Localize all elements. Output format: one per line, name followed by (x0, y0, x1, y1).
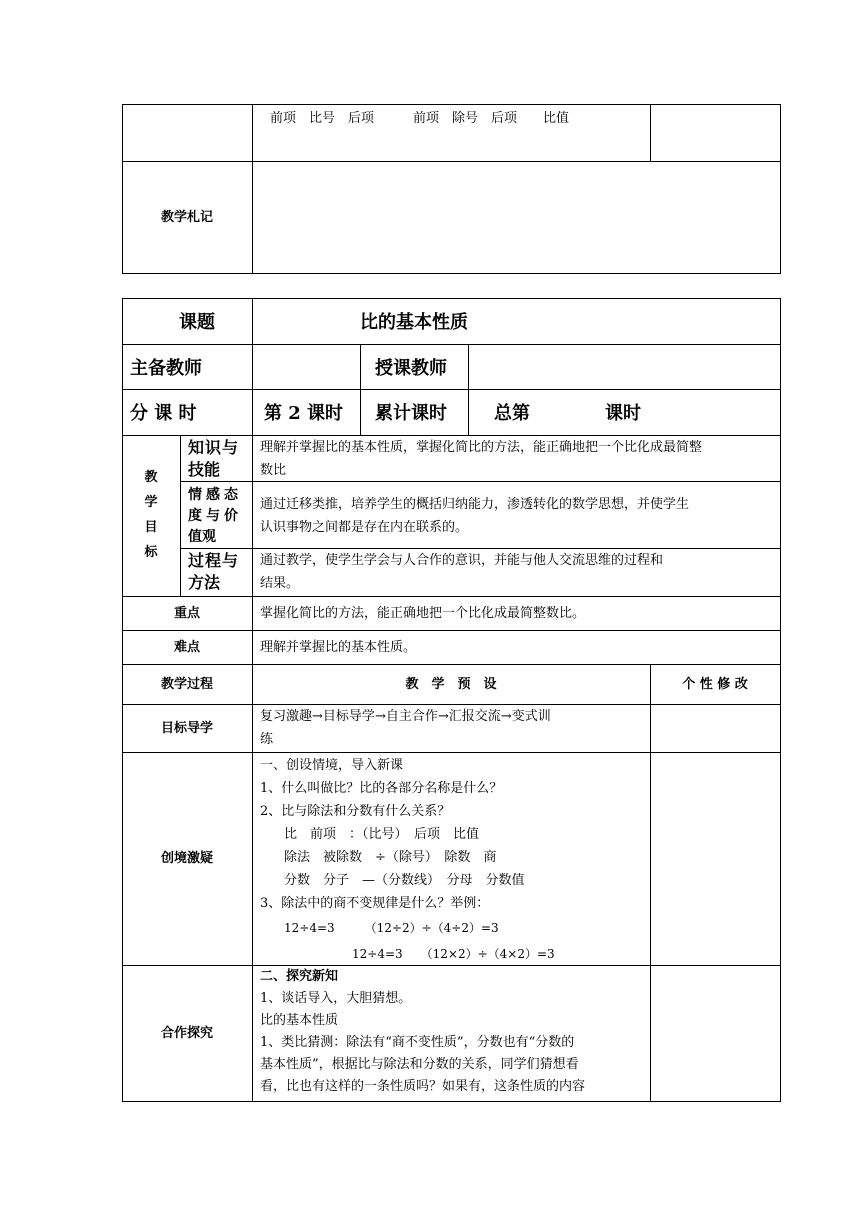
guide-line: 练 (260, 732, 274, 747)
text-line: 结果。 (260, 576, 300, 591)
key-point-text: 掌握化简比的方法，能正确地把一个比化成最简整数比。 (260, 605, 586, 621)
cumulative-label: 累计课时 (375, 403, 447, 424)
lead-teacher-label: 主备教师 (130, 357, 202, 379)
text-line: 通过迁移类推，培养学生的概括归纳能力，渗透转化的数学思想，并使学生 (260, 497, 690, 512)
explore-label: 合作探究 (160, 1025, 213, 1041)
arrow-icon: → (437, 709, 449, 724)
text-line: 通过教学，使学生学会与人合作的意识，并能与他人交流思维的过程和 (260, 553, 664, 568)
table-border (122, 104, 781, 105)
label-line: 度与价 (188, 508, 242, 524)
label-line: 值观 (188, 529, 216, 545)
label-line: 过程与 (188, 551, 240, 570)
total-label: 总第 (494, 403, 530, 424)
situation-line: 12÷4=3 （12×2）÷（4×2）=3 (352, 947, 555, 961)
table-border (468, 344, 469, 435)
situation-line: 3、除法中的商不变规律是什么？举例： (260, 896, 490, 911)
objectives-char: 标 (144, 545, 158, 560)
table-border (780, 298, 781, 1102)
guide-step: 汇报交流 (448, 709, 501, 724)
notes-label: 教学札记 (160, 209, 213, 225)
table-border (122, 273, 781, 274)
text-line: 数比 (260, 463, 287, 478)
table-border (180, 435, 181, 596)
objectives-char: 学 (144, 495, 158, 510)
key-point-label: 重点 (173, 605, 200, 621)
arrow-icon: → (374, 709, 386, 724)
objective-emotion-text (260, 493, 689, 539)
lead-teacher-value (260, 344, 360, 389)
teacher-value (476, 344, 776, 389)
objectives-char: 目 (144, 520, 158, 535)
situation-line: 分数 分子 —（分数线） 分母 分数值 (284, 873, 525, 888)
table-border (252, 104, 253, 274)
teacher-label: 授课教师 (375, 357, 447, 379)
arrow-icon: → (312, 709, 323, 724)
situation-label: 创境激疑 (160, 851, 213, 866)
topic-label: 课题 (179, 312, 215, 333)
guide-step: 复习激趣 (260, 709, 313, 724)
text-line: 认识事物之间都是存在内在联系的。 (260, 520, 469, 535)
label-line: 技能 (188, 460, 221, 479)
objective-process-label (188, 550, 239, 594)
situation-content (260, 754, 648, 967)
ratio-terms-row: 前项 比号 后项 前项 除号 后项 比值 (270, 111, 570, 126)
guide-text (260, 705, 648, 751)
situation-line: 除法 被除数 ÷（除号） 除数 商 (284, 850, 497, 865)
text-line: 理解并掌握比的基本性质，掌握化简比的方法，能正确地把一个比化成最简整 (260, 440, 703, 455)
explore-line: 比的基本性质 (260, 1013, 339, 1028)
plan-header: 教 学 预 设 (405, 676, 497, 692)
explore-content (260, 966, 648, 1098)
situation-line: 一、创设情境，导入新课 (260, 758, 404, 773)
process-label: 教学过程 (160, 676, 213, 692)
objective-knowledge-text (260, 436, 702, 482)
objective-emotion-label (188, 485, 242, 548)
situation-line: 比 前项 ：（比号） 后项 比值 (284, 827, 480, 842)
guide-step: 目标导学 (322, 709, 375, 724)
situation-line: 1、什么叫做比？比的各部分名称是什么？ (260, 781, 503, 796)
difficulty-text: 理解并掌握比的基本性质。 (260, 639, 417, 655)
guide-label: 目标导学 (160, 720, 213, 736)
arrow-icon: → (500, 709, 512, 724)
explore-line: 1、谈话导入，大胆猜想。 (260, 991, 412, 1006)
period-label: 分 课 时 (130, 403, 197, 424)
table-border (360, 344, 361, 435)
objectives-char: 教 (144, 470, 158, 485)
table-border (650, 104, 651, 161)
guide-step: 自主合作 (385, 709, 438, 724)
explore-line: 1、类比猜测：除法有“商不变性质”，分数也有“分数的 (260, 1035, 575, 1050)
situation-line: 12÷4=3 （12÷2）÷（4÷2）=3 (284, 921, 499, 935)
table-border (122, 1101, 781, 1102)
label-line: 情感态 (188, 487, 242, 503)
explore-line: 基本性质”，根据比与除法和分数的关系，同学们猜想看 (260, 1057, 579, 1072)
explore-title: 二、探究新知 (260, 969, 339, 984)
topic-value: 比的基本性质 (360, 312, 468, 333)
period-value: 第 2 课时 (264, 403, 344, 424)
explore-line: 看，比也有这样的一条性质吗？如果有，这条性质的内容 (260, 1079, 586, 1094)
objective-knowledge-label (188, 437, 239, 481)
label-line: 方法 (188, 573, 221, 592)
modify-header: 个 性 修 改 (682, 676, 748, 692)
table-border (780, 104, 781, 274)
label-line: 知识与 (188, 438, 240, 457)
table-border (650, 664, 651, 1102)
guide-step: 变式训 (511, 709, 551, 724)
guide-line (260, 705, 648, 728)
situation-line: 2、比与除法和分数有什么关系？ (260, 804, 451, 819)
table-border (252, 435, 253, 1102)
objective-process-text (260, 549, 663, 595)
total-unit: 课时 (605, 403, 641, 424)
difficulty-label: 难点 (173, 639, 200, 655)
